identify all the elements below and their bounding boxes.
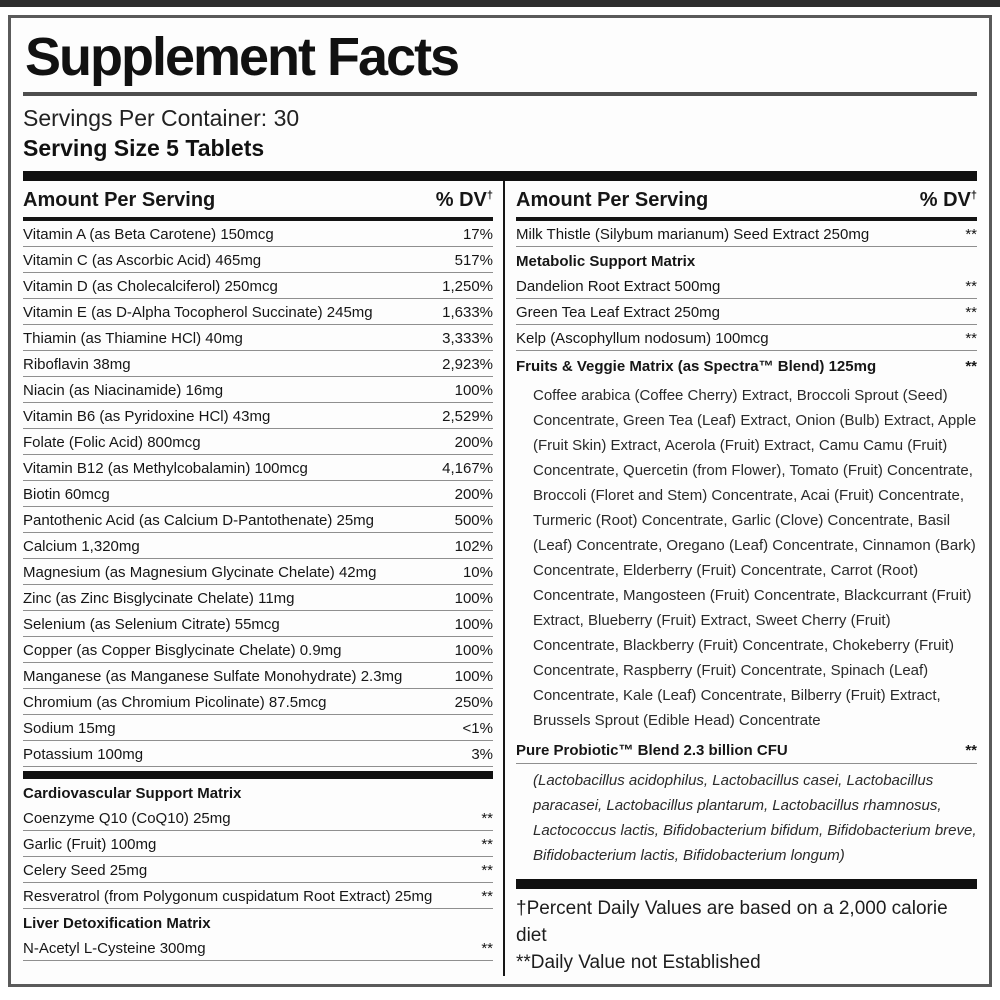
nutrient-row: [23, 559, 493, 585]
nutrient-name: Vitamin E (as D-Alpha Tocopherol Succinate) 245mg: [23, 304, 373, 321]
nutrient-row: [23, 585, 493, 611]
matrix-title-metabolic: Metabolic Support Matrix: [516, 253, 696, 270]
dagger-mark: †: [970, 189, 977, 202]
facts-columns: [23, 181, 977, 976]
nutrient-dv: 1,250%: [442, 278, 493, 295]
nutrient-name: Riboflavin 38mg: [23, 356, 131, 373]
nutrient-dv: 3,333%: [442, 330, 493, 347]
blend-name: Pure Probiotic™ Blend 2.3 billion CFU: [516, 742, 788, 759]
right-column: [505, 181, 977, 976]
dv-header-label: % DV†: [435, 189, 493, 211]
nutrient-dv: **: [965, 304, 977, 321]
footnotes: [516, 889, 977, 976]
nutrient-dv: 100%: [454, 590, 493, 607]
nutrient-row: [23, 611, 493, 637]
nutrient-name: Sodium 15mg: [23, 720, 116, 737]
nutrient-row: [23, 715, 493, 741]
nutrient-row: [23, 689, 493, 715]
right-column-header: [516, 181, 977, 221]
nutrient-dv: **: [481, 940, 493, 957]
nutrient-row: [23, 481, 493, 507]
nutrient-name: Coenzyme Q10 (CoQ10) 25mg: [23, 810, 231, 827]
nutrient-name: Resveratrol (from Polygonum cuspidatum Root Extract) 25mg: [23, 888, 433, 905]
section-bar: [23, 771, 493, 779]
nutrient-dv: 4,167%: [442, 460, 493, 477]
section-bar: [516, 879, 977, 889]
nutrient-name: Chromium (as Chromium Picolinate) 87.5mcg: [23, 694, 327, 711]
nutrient-dv: **: [965, 330, 977, 347]
nutrient-dv: 100%: [454, 616, 493, 633]
nutrient-row: [23, 377, 493, 403]
nutrient-name: Thiamin (as Thiamine HCl) 40mg: [23, 330, 243, 347]
nutrient-dv: 2,923%: [442, 356, 493, 373]
nutrient-row: [23, 273, 493, 299]
nutrient-name: Garlic (Fruit) 100mg: [23, 836, 157, 853]
nutrient-list: [23, 221, 493, 767]
nutrient-row: [23, 741, 493, 767]
nutrient-name: Selenium (as Selenium Citrate) 55mcg: [23, 616, 280, 633]
footnote-dv-not-established: **Daily Value not Established: [516, 952, 761, 973]
nutrient-row: [23, 325, 493, 351]
nutrient-dv: **: [481, 862, 493, 879]
nutrient-dv: 500%: [454, 512, 493, 529]
nutrient-name: Milk Thistle (Silybum marianum) Seed Extract 250mg: [516, 226, 870, 243]
amount-per-serving-label: Amount Per Serving: [23, 189, 216, 211]
nutrient-row: [23, 429, 493, 455]
nutrient-name: Calcium 1,320mg: [23, 538, 140, 555]
nutrient-name: Vitamin B6 (as Pyridoxine HCl) 43mg: [23, 408, 271, 425]
nutrient-dv: 250%: [454, 694, 493, 711]
nutrient-dv: 200%: [454, 434, 493, 451]
page-title: Supplement Facts: [25, 27, 459, 87]
nutrient-name: Niacin (as Niacinamide) 16mg: [23, 382, 224, 399]
footnote-daily-values: †Percent Daily Values are based on a 2,000 calorie diet: [516, 898, 948, 946]
nutrient-row: [23, 883, 493, 909]
nutrient-row: [23, 663, 493, 689]
nutrient-dv: 100%: [454, 382, 493, 399]
nutrient-dv: 102%: [454, 538, 493, 555]
footnote-block: [516, 872, 977, 976]
servings-per-container: Servings Per Container: 30: [23, 105, 300, 131]
nutrient-name: Vitamin C (as Ascorbic Acid) 465mg: [23, 252, 262, 269]
nutrient-name: N-Acetyl L-Cysteine 300mg: [23, 940, 206, 957]
probiotic-heading: [516, 735, 977, 764]
nutrient-dv: **: [965, 226, 977, 243]
dv-header-label: % DV†: [919, 189, 977, 211]
nutrient-name: Celery Seed 25mg: [23, 862, 148, 879]
nutrient-dv: 3%: [471, 746, 493, 763]
nutrient-dv: 10%: [462, 564, 493, 581]
nutrient-name: Potassium 100mg: [23, 746, 144, 763]
dagger-mark: †: [486, 189, 493, 202]
nutrient-row: [23, 805, 493, 831]
metabolic-matrix-list: [516, 273, 977, 351]
nutrient-row: [23, 831, 493, 857]
nutrient-name: Green Tea Leaf Extract 250mg: [516, 304, 721, 321]
label-panel: [8, 15, 992, 987]
nutrient-row: [23, 221, 493, 247]
nutrient-name: Kelp (Ascophyllum nodosum) 100mcg: [516, 330, 769, 347]
nutrient-dv: 1,633%: [442, 304, 493, 321]
nutrient-dv: <1%: [462, 720, 493, 737]
nutrient-row: [23, 533, 493, 559]
nutrient-row: [23, 935, 493, 961]
nutrient-row: [23, 403, 493, 429]
nutrient-dv: 100%: [454, 642, 493, 659]
serving-size: Serving Size 5 Tablets: [23, 135, 265, 161]
liver-matrix-list: [23, 935, 493, 961]
fruits-veggie-heading: [516, 351, 977, 379]
nutrient-dv: 17%: [462, 226, 493, 243]
nutrient-row: [516, 273, 977, 299]
blend-name: Fruits & Veggie Matrix (as Spectra™ Blend) 125mg: [516, 358, 877, 375]
nutrient-row: [23, 351, 493, 377]
left-column-header: [23, 181, 493, 221]
nutrient-row: [23, 637, 493, 663]
section-bar: [23, 171, 977, 181]
nutrient-row: [516, 325, 977, 351]
amount-per-serving-label: Amount Per Serving: [516, 189, 709, 211]
nutrient-name: Vitamin A (as Beta Carotene) 150mcg: [23, 226, 274, 243]
nutrient-name: Folate (Folic Acid) 800mcg: [23, 434, 201, 451]
nutrient-row: [23, 507, 493, 533]
nutrient-dv: **: [965, 278, 977, 295]
nutrient-row: [516, 299, 977, 325]
nutrient-name: Dandelion Root Extract 500mg: [516, 278, 721, 295]
matrix-title-liver: Liver Detoxification Matrix: [23, 915, 211, 932]
nutrient-name: Vitamin D (as Cholecalciferol) 250mcg: [23, 278, 278, 295]
nutrient-dv: **: [481, 888, 493, 905]
nutrient-row: [516, 221, 977, 247]
nutrient-row: [23, 455, 493, 481]
nutrient-name: Magnesium (as Magnesium Glycinate Chelate) 42mg: [23, 564, 377, 581]
blend-dv: **: [965, 358, 977, 375]
nutrient-name: Biotin 60mcg: [23, 486, 110, 503]
nutrient-dv: 2,529%: [442, 408, 493, 425]
probiotic-strains: (Lactobacillus acidophilus, Lactobacillus casei, Lactobacillus paracasei, Lactobacillus plantarum, Lactobacillus rhamnosus, Lactococcus lactis, Bifidobacterium bifidum, Bifidobacterium breve, Bifidobacterium lactis, Bifidobacterium longum): [533, 772, 977, 864]
nutrient-dv: 100%: [454, 668, 493, 685]
nutrient-name: Zinc (as Zinc Bisglycinate Chelate) 11mg: [23, 590, 295, 607]
cardiovascular-matrix-list: [23, 805, 493, 909]
fruits-veggie-ingredients: Coffee arabica (Coffee Cherry) Extract, Broccoli Sprout (Seed) Concentrate, Green Tea (Leaf) Extract, Onion (Bulb) Extract, Apple (Fruit Skin) Extract, Acerola (Fruit) Extract, Camu Camu (Fruit) Concentrate, Quercetin (from Flower), Tomato (Fruit) Concentrate, Broccoli (Floret and Stem) Concentrate, Acai (Fruit) Concentrate, Turmeric (Root) Concentrate, Garlic (Clove) Concentrate, Basil (Leaf) Concentrate, Oregano (Leaf) Concentrate, Cinnamon (Bark) Concentrate, Elderberry (Fruit) Concentrate, Carrot (Root) Concentrate, Mangosteen (Fruit) Concentrate, Blackcurrant (Fruit) Extract, Blueberry (Fruit) Extract, Sweet Cherry (Fruit) Concentrate, Blackberry (Fruit) Concentrate, Chokeberry (Fruit) Concentrate, Raspberry (Fruit) Concentrate, Spinach (Leaf) Concentrate, Kale (Leaf) Concentrate, Bilberry (Fruit) Extract, Brussels Sprout (Edible Head) Concentrate: [533, 387, 977, 729]
left-column: [23, 181, 505, 976]
nutrient-row: [23, 299, 493, 325]
nutrient-name: Vitamin B12 (as Methylcobalamin) 100mcg: [23, 460, 308, 477]
nutrient-name: Manganese (as Manganese Sulfate Monohydrate) 2.3mg: [23, 668, 403, 685]
nutrient-row: [23, 857, 493, 883]
nutrient-dv: **: [481, 836, 493, 853]
image-top-edge: [0, 0, 1000, 7]
nutrient-name: Pantothenic Acid (as Calcium D-Pantothenate) 25mg: [23, 512, 375, 529]
nutrient-dv: 200%: [454, 486, 493, 503]
nutrient-name: Copper (as Copper Bisglycinate Chelate) 0.9mg: [23, 642, 342, 659]
title-divider: [23, 92, 977, 96]
blend-dv: **: [965, 742, 977, 759]
nutrient-row: [23, 247, 493, 273]
nutrient-dv: 517%: [454, 252, 493, 269]
matrix-title-cardiovascular: Cardiovascular Support Matrix: [23, 785, 242, 802]
nutrient-dv: **: [481, 810, 493, 827]
